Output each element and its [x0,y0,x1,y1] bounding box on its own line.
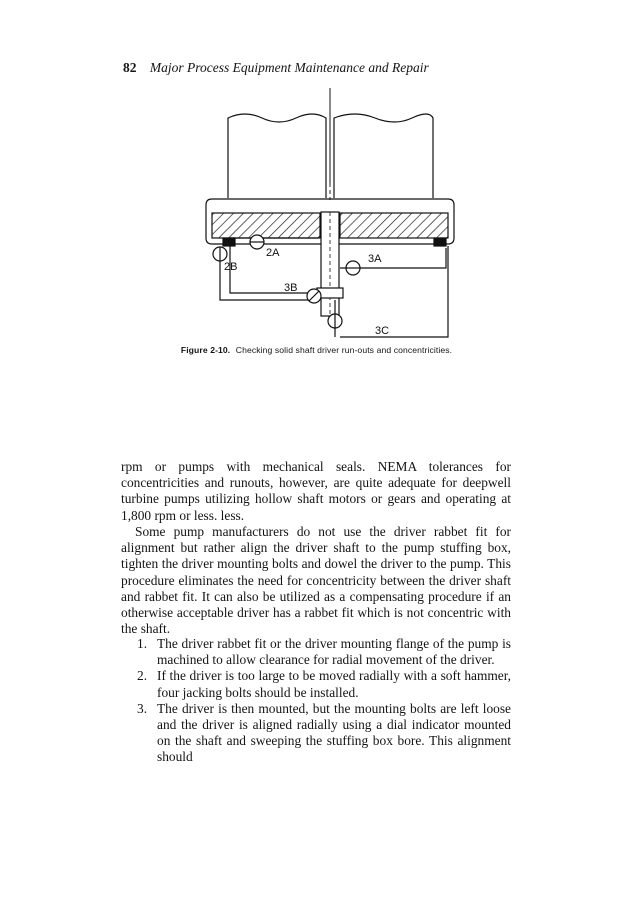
page-number: 82 [123,60,137,75]
step-number: 1. [137,636,148,651]
step-number: 3. [137,700,148,716]
step-text: The driver is then mounted, but the mounting bolts are left loose and the driver is aligned radially using a dial indicator mounted on the shaft and sweeping the stuffing box bore. This alignment should [157,700,511,765]
figure-caption [0,345,633,355]
label-3b: 3B [284,282,298,294]
label-3a: 3A [368,253,382,265]
running-title: Major Process Equipment Maintenance and Repair [149,60,429,75]
step-text: The driver rabbet fit or the driver mounting flange of the pump is machined to allow clearance for radial movement of the driver. [157,636,511,668]
shaft-runout-diagram [190,88,470,340]
list-item [121,701,511,766]
paragraph-2: Some pump manufacturers do not use the driver rabbet fit for alignment but rather align the driver shaft to the pump stuffing box, tighten the driver mounting bolts and dowel the driver to the pump. This procedure eliminates the need for concentricity between the driver shaft and rabbet fit. It can also be utilized as a compensating procedure if an otherwise acceptable driver has a rabbet fit which is not concentric with the shaft. [121,524,511,637]
list-item [121,636,511,668]
rabbet-foot-left [223,238,235,246]
label-2b: 2B [224,261,238,273]
step-number: 2. [137,668,148,684]
flange-hatch-left [212,213,320,238]
flange-hatch-right [340,213,448,238]
caption-text: Checking solid shaft driver run-outs and concentricities. [235,345,453,355]
rabbet-foot-right [434,238,446,246]
caption-label: Figure 2-10. [180,345,231,355]
driver-housing-right [334,114,433,198]
list-item [121,668,511,700]
label-3c: 3C [375,325,390,337]
page-header [123,60,429,76]
driver-housing [228,114,326,198]
procedure-steps [121,636,511,766]
paragraph-1: rpm or pumps with mechanical seals. NEMA tolerances for concentricities and runouts, however, are quite adequate for deepwell turbine pumps utilizing hollow shaft motors or gears and operating at 1,800 rpm or less. less. [121,459,511,523]
step-text: If the driver is too large to be moved radially with a soft hammer, four jacking bolts should be installed. [157,668,511,700]
bracket-3c [340,246,448,337]
label-2a: 2A [266,247,280,259]
